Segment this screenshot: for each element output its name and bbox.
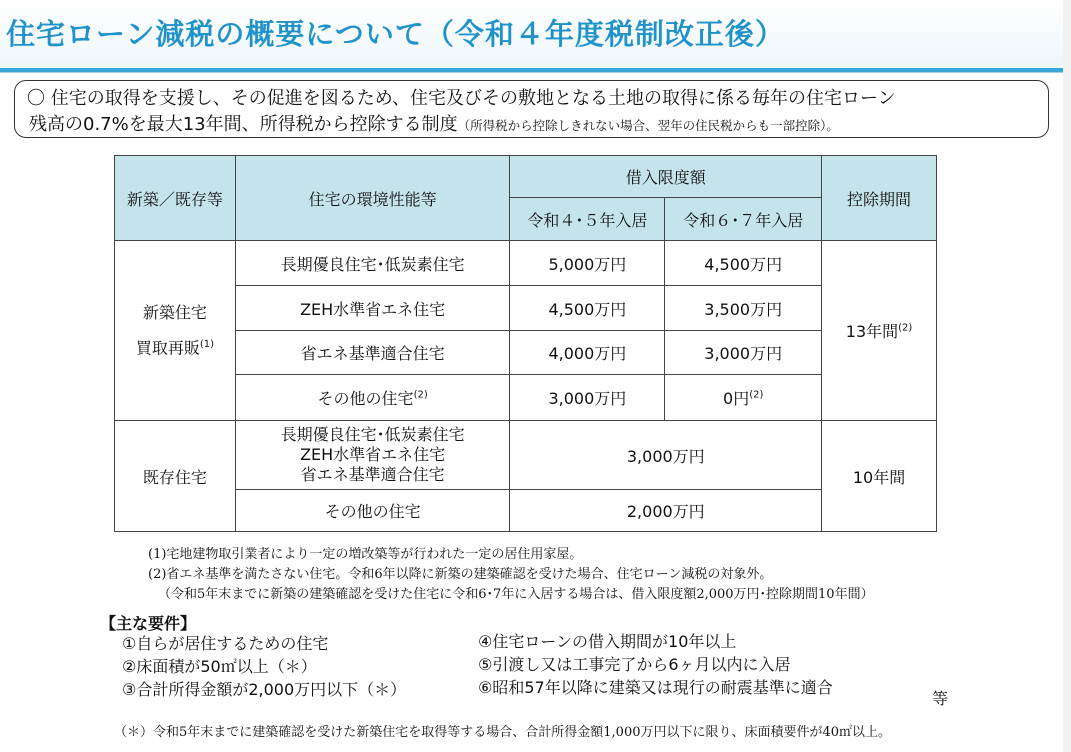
note-1: (1)宅地建物取引業者により一定の増改築等が行われた一定の居住用家屋。 xyxy=(148,547,583,562)
existing-row-2-type: その他の住宅 xyxy=(235,490,510,532)
footnote: （＊）令和5年末までに建築確認を受けた新築住宅を取得等する場合、合計所得金額1,000万円以下に限り、床面積要件が40㎡以上。 xyxy=(114,725,892,740)
table-row-type: 長期優良住宅･低炭素住宅 xyxy=(235,241,510,286)
existing-row-1-amount: 3,000万円 xyxy=(510,421,822,490)
requirement-item: ②床面積が50㎡以上（＊） xyxy=(122,657,317,676)
existing-housing-period: 10年間 xyxy=(822,421,937,532)
header-borrowing-limit: 借入限度額 xyxy=(510,156,822,198)
title-underline-thin xyxy=(0,72,1071,73)
table-row-type: 省エネ基準適合住宅 xyxy=(235,331,510,375)
requirements-left xyxy=(122,632,406,701)
new-housing-period: 13年間$^{(2)}$ xyxy=(822,241,937,421)
page-title: 住宅ローン減税の概要について（令和４年度税制改正後） xyxy=(6,17,785,51)
summary-line-2-small: （所得税から控除しきれない場合、翌年の住民税からも一部控除）。 xyxy=(457,118,839,133)
table-row-amount-r45: 3,000万円 xyxy=(510,375,665,421)
requirements-etc: 等 xyxy=(932,689,949,708)
existing-row-1-types xyxy=(235,421,510,490)
existing-row-2-amount: 2,000万円 xyxy=(510,490,822,532)
note-3: （令和5年末までに新築の建築確認を受けた住宅に令和6･7年に入居する場合は、借入限度額2,000万円･控除期間10年間） xyxy=(158,587,874,602)
requirements-heading: 【主な要件】 xyxy=(100,614,197,633)
table-row-amount-r67: 3,000万円 xyxy=(665,331,822,375)
requirement-item: ④住宅ローンの借入期間が10年以上 xyxy=(478,632,737,651)
existing-housing-label: 既存住宅 xyxy=(115,421,236,532)
requirement-item: ⑤引渡し又は工事完了から6ヶ月以内に入居 xyxy=(478,655,791,674)
header-environmental-performance: 住宅の環境性能等 xyxy=(235,156,510,241)
summary-line-1: 〇 住宅の取得を支援し、その促進を図るため、住宅及びその敷地となる土地の取得に係る毎年の住宅ローン xyxy=(27,88,896,109)
table-row-amount-r45: 4,000万円 xyxy=(510,331,665,375)
table-row-amount-r45: 4,500万円 xyxy=(510,286,665,331)
requirement-item: ⑥昭和57年以降に建築又は現行の耐震基準に適合 xyxy=(478,678,833,697)
table-row-type: その他の住宅$^{(2)}$ xyxy=(235,375,510,421)
table-row-amount-r67: 0円$^{(2)}$ xyxy=(665,375,822,421)
table-row-amount-r45: 5,000万円 xyxy=(510,241,665,286)
header-r6-7: 令和６･７年入居 xyxy=(665,198,822,241)
table-row-amount-r67: 3,500万円 xyxy=(665,286,822,331)
requirement-item: ③合計所得金額が2,000万円以下（＊） xyxy=(122,680,407,699)
note-2: (2)省エネ基準を満たさない住宅。令和6年以降に新築の建築確認を受けた場合、住宅ローン減税の対象外。 xyxy=(148,567,773,582)
new-housing-label-2: 買取再販$^{(1)}$ xyxy=(135,338,214,358)
notes xyxy=(148,545,874,605)
requirements-right xyxy=(478,630,833,699)
table-row-amount-r67: 4,500万円 xyxy=(665,241,822,286)
header-deduction-period: 控除期間 xyxy=(822,156,937,241)
new-housing-label-1: 新築住宅 xyxy=(142,302,207,322)
scrollbar[interactable] xyxy=(1063,0,1071,752)
requirement-item: ①自らが居住するための住宅 xyxy=(122,634,329,653)
existing-type-2: ZEH水準省エネ住宅 xyxy=(300,445,446,464)
existing-type-3: 省エネ基準適合住宅 xyxy=(300,465,445,484)
header-r4-5: 令和４･５年入居 xyxy=(510,198,665,241)
table-row-type: ZEH水準省エネ住宅 xyxy=(235,286,510,331)
summary-line-2-main: 残高の0.7%を最大13年間、所得税から控除する制度 xyxy=(29,114,458,135)
summary-box xyxy=(14,80,1049,138)
loan-limit-table xyxy=(114,155,937,532)
header-new-existing: 新築／既存等 xyxy=(115,156,236,241)
summary-line-2 xyxy=(27,112,1038,139)
new-housing-label xyxy=(115,241,236,421)
existing-type-1: 長期優良住宅･低炭素住宅 xyxy=(280,425,465,444)
